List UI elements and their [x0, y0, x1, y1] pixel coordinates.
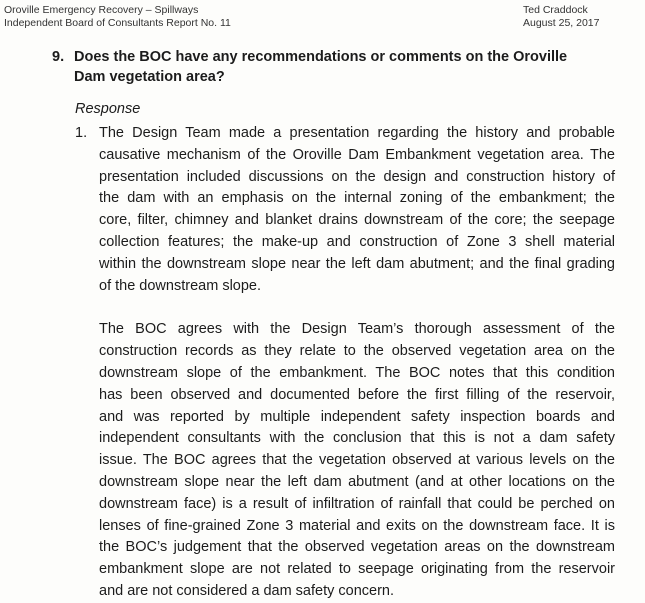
paragraph-line: the dam with an emphasis on the internal zoning of the embankment; the	[99, 190, 615, 207]
question-text	[74, 47, 622, 87]
paragraph-line: The BOC agrees with the Design Team’s thorough assessment of the	[99, 321, 615, 338]
paragraph-line: of the downstream slope.	[99, 277, 262, 294]
report-subtitle: Independent Board of Consultants Report No. 11	[4, 17, 231, 29]
paragraph-line: embankment slope are not related to seepage originating from the reservoir	[99, 561, 615, 578]
report-header-right	[523, 4, 599, 30]
author-name: Ted Craddock	[523, 4, 588, 16]
paragraph-2	[99, 319, 615, 602]
paragraph-line: collection features; the make-up and construction of Zone 3 shell material	[99, 233, 615, 250]
paragraph-line: The Design Team made a presentation regarding the history and probable	[99, 125, 615, 141]
paragraph-line: downstream slope near the left dam abutment (and at other locations on the	[99, 473, 615, 490]
response-item	[75, 123, 615, 603]
question-line: Dam vegetation area?	[74, 69, 225, 85]
paragraph-line: issue. The BOC agrees that the vegetation observed at various levels on the	[99, 452, 615, 469]
paragraph-line: and was reported by multiple independent safety inspection boards and	[99, 408, 615, 425]
paragraph-line: downstream face) is a result of infiltration of rainfall that could be perched on	[99, 495, 615, 512]
paragraph-line: within the downstream slope near the left dam abutment; and the final grading	[99, 255, 615, 272]
response-label: Response	[75, 101, 141, 117]
paragraph-line: lenses of fine-grained Zone 3 material and exits on the downstream face. It is	[99, 517, 615, 534]
paragraph-line: downstream slope of the embankment. The BOC notes that this condition	[99, 364, 615, 381]
question-line: Does the BOC have any recommendations or comments on the Oroville	[74, 49, 568, 65]
paragraph-line: construction records as they relate to the observed vegetation area on the	[99, 343, 615, 360]
paragraph-line: independent consultants with the conclusion that this is not a dam safety	[99, 430, 615, 447]
paragraph-1	[99, 123, 615, 297]
report-header-left	[4, 4, 231, 30]
paragraph-line: has been observed and documented before the first filling of the reservoir,	[99, 386, 615, 403]
report-date: August 25, 2017	[523, 17, 600, 29]
item-number: 1.	[75, 125, 88, 141]
paragraph-line: and are not considered a dam safety concern.	[99, 582, 395, 599]
report-title: Oroville Emergency Recovery – Spillways	[4, 4, 199, 16]
paragraph-line: the BOC’s judgement that the observed vegetation areas on the downstream	[99, 539, 615, 556]
paragraph-line: presentation included discussions on the design and construction history of	[99, 168, 615, 185]
question-heading	[52, 47, 622, 87]
paragraph-line: core, filter, chimney and blanket drains downstream of the core; the seepage	[99, 212, 615, 229]
paragraph-line: causative mechanism of the Oroville Dam Embankment vegetation area. The	[99, 146, 615, 163]
item-body	[99, 123, 615, 603]
question-number: 9.	[52, 49, 65, 65]
